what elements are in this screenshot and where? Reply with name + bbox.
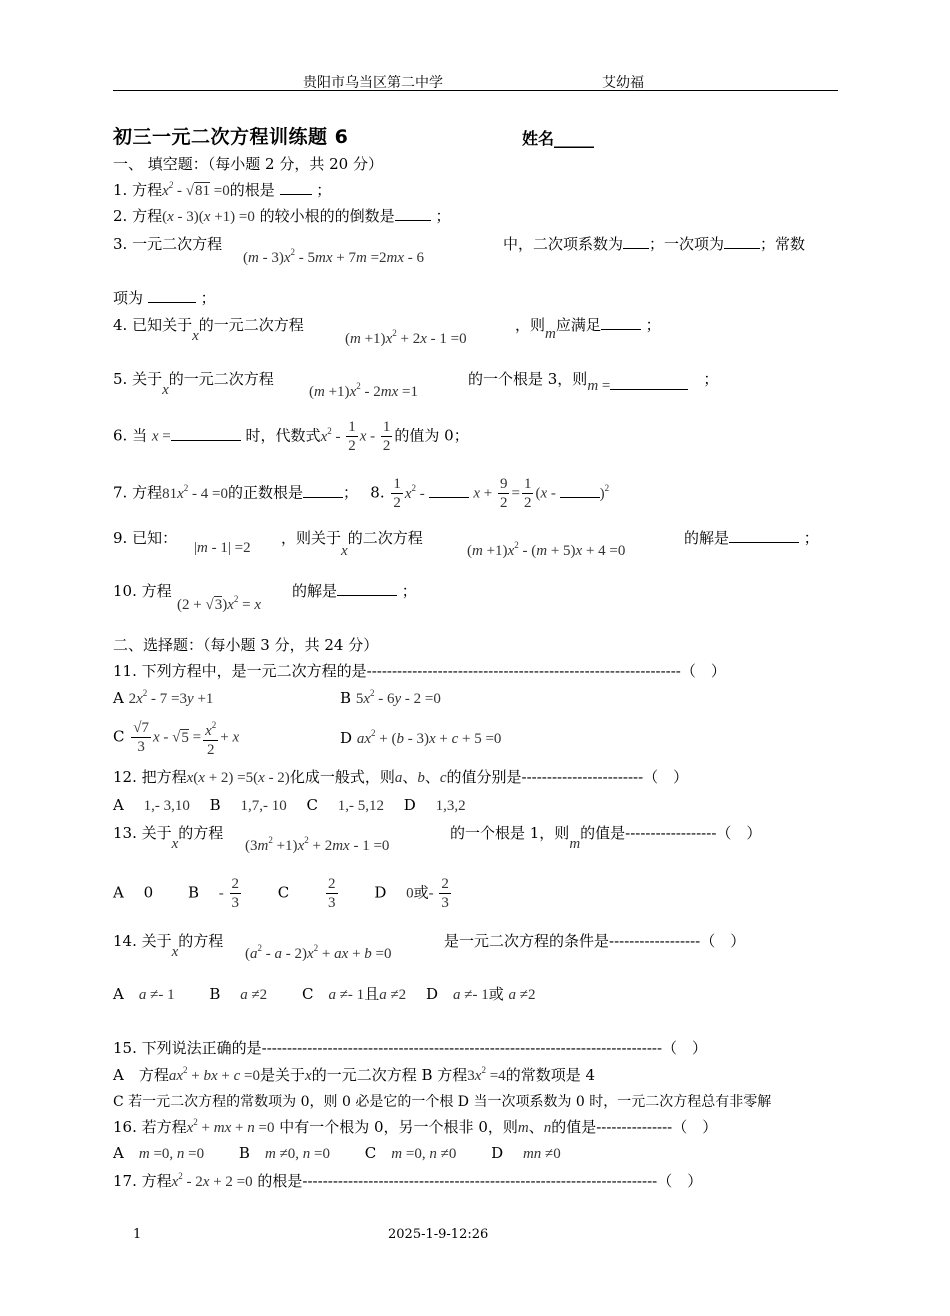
question-13-cont: 的一个根是 1，则m的值是------------------（ ） bbox=[450, 824, 762, 852]
header-rule bbox=[113, 90, 838, 91]
name-label: 姓名_____ bbox=[522, 129, 595, 148]
question-1: 1. 方程$x^2 - √81 =0$的根是 ； bbox=[113, 180, 332, 199]
q15-option-cd: C 若一元二次方程的常数项为 0，则 0 必是它的一个根 D 当一次项系数为 0 时，一元二次方程总有非零解 bbox=[113, 1094, 772, 1110]
question-17: 17. 方程$x^2 - 2x + 2 =0$ 的根是----------------------------------------------------------------------（ ） bbox=[113, 1171, 703, 1190]
footer-date: 2025-1-9-12:26 bbox=[388, 1227, 489, 1242]
q11-option-d: D $ax^2 + (b - 3)x + c + 5 =0$ bbox=[340, 728, 502, 747]
q11-option-c: C $\frac{√7}{3}$ x - √5 = $\frac{x^2}{2}$ + x bbox=[113, 716, 239, 759]
question-5: 5. 关于x的一元二次方程 bbox=[113, 370, 274, 398]
page-title: 初三一元二次方程训练题 6 bbox=[113, 126, 349, 148]
q11-option-a: A $2x^2 - 7 =3y +1$ bbox=[113, 688, 214, 707]
question-15: 15. 下列说法正确的是-------------------------------------------------------------------------------（ ） bbox=[113, 1039, 708, 1057]
question-4: 4. 已知关于x的一元二次方程 bbox=[113, 316, 304, 344]
question-6: 6. 当 x = 时，代数式$x^2$ - $\frac{1}{2}$ x - $\frac{1}{2}$ 的值为 0； bbox=[113, 419, 469, 454]
question-14: 14. 关于x的方程 bbox=[113, 932, 224, 960]
question-7: 7. 方程$81x^2 - 4 =0$的正数根是 ； 8. $\frac{1}{2}$ $x^2$ - x + $\frac{9}{2}$ = $\frac{1}{2}$ (x - )$^2$ bbox=[113, 476, 610, 511]
question-4-equation: $(m +1)x^2 + 2x - 1 =0$ bbox=[345, 328, 467, 347]
question-14-equation: ($a^2$ - a - $2)x^2$ + ax + b =0 bbox=[245, 943, 392, 962]
question-5-equation: $(m +1)x^2 - 2mx =1$ bbox=[309, 381, 418, 400]
question-10: 10. 方程 bbox=[113, 582, 172, 600]
q11-option-b: B $5x^2 - 6y - 2 =0$ bbox=[340, 688, 441, 707]
question-16: 16. 若方程$x^2$ + mx + n =0 中有一个根为 0，另一个根非 0，则m、n的值是---------------（ ） bbox=[113, 1117, 718, 1136]
question-13: 13. 关于x的方程 bbox=[113, 824, 224, 852]
q16-options: A m =0, n =0 B m ≠0, n =0 C m =0, n ≠0 D mn ≠0 bbox=[113, 1144, 561, 1162]
question-3-equation: $(m - 3)x^2 - 5mx + 7m =2mx - 6$ bbox=[243, 247, 425, 266]
question-12: 12. 把方程x(x + 2) =5(x - 2)化成一般式，则a、b、c的值分别是------------------------（ ） bbox=[113, 768, 689, 786]
question-3-tail: 项为 ； bbox=[113, 289, 216, 307]
q15-option-ab: A 方程$ax^2$ + bx + c =0是关于x的一元二次方程 B 方程$3x^2 =4$的常数项是 4 bbox=[113, 1065, 595, 1084]
header-author: 艾幼福 bbox=[602, 75, 644, 91]
question-9-equation: $(m +1)x^2 - (m + 5)x + 4 =0$ bbox=[467, 540, 626, 559]
question-9-cont: ，则关于x的二次方程 bbox=[281, 529, 423, 559]
question-9-tail: 的解是 ； bbox=[684, 529, 819, 547]
section1-heading: 一、 填空题：（每小题 2 分，共 20 分） bbox=[113, 155, 383, 173]
header-school: 贵阳市乌当区第二中学 bbox=[303, 75, 443, 91]
question-3-cont: 中，二次项系数为 ；一次项为 ；常数 bbox=[503, 235, 806, 253]
question-9-condition: |m - 1| =2 bbox=[194, 540, 251, 556]
question-14-cont: 是一元二次方程的条件是------------------（ ） bbox=[444, 932, 746, 950]
q14-options: A a ≠- 1 B a ≠2 C a ≠- 1且a ≠2 D a ≠- 1或 a ≠2 bbox=[113, 985, 536, 1003]
page-number: 1 bbox=[133, 1227, 142, 1242]
section2-heading: 二、选择题：（每小题 3 分，共 24 分） bbox=[113, 636, 379, 654]
q12-options: A 1,- 3,10 B 1,7,- 10 C 1,- 5,12 D 1,3,2 bbox=[113, 796, 466, 814]
q13-options: A 0 B - $\frac{2}{3}$ C $\frac{2}{3}$ D 0或- $\frac{2}{3}$ bbox=[113, 876, 449, 911]
question-2: 2. 方程(x - 3)(x +1) =0 的较小根的的倒数是 ； bbox=[113, 207, 451, 225]
question-3: 3. 一元二次方程 bbox=[113, 235, 223, 253]
question-10-equation: $(2 + √3)x^2 = x$ bbox=[177, 594, 261, 613]
question-11: 11. 下列方程中，是一元二次方程的是--------------------------------------------------------------（ ） bbox=[113, 662, 726, 680]
question-9: 9. 已知： bbox=[113, 529, 178, 547]
question-10-cont: 的解是 ； bbox=[292, 582, 417, 600]
question-4-cont: ，则m应满足 ； bbox=[515, 316, 661, 342]
question-5-cont: 的一个根是 3，则m = ； bbox=[468, 370, 719, 394]
question-13-equation: $(3m^2 +1)x^2 + 2mx - 1 =0$ bbox=[245, 835, 390, 854]
